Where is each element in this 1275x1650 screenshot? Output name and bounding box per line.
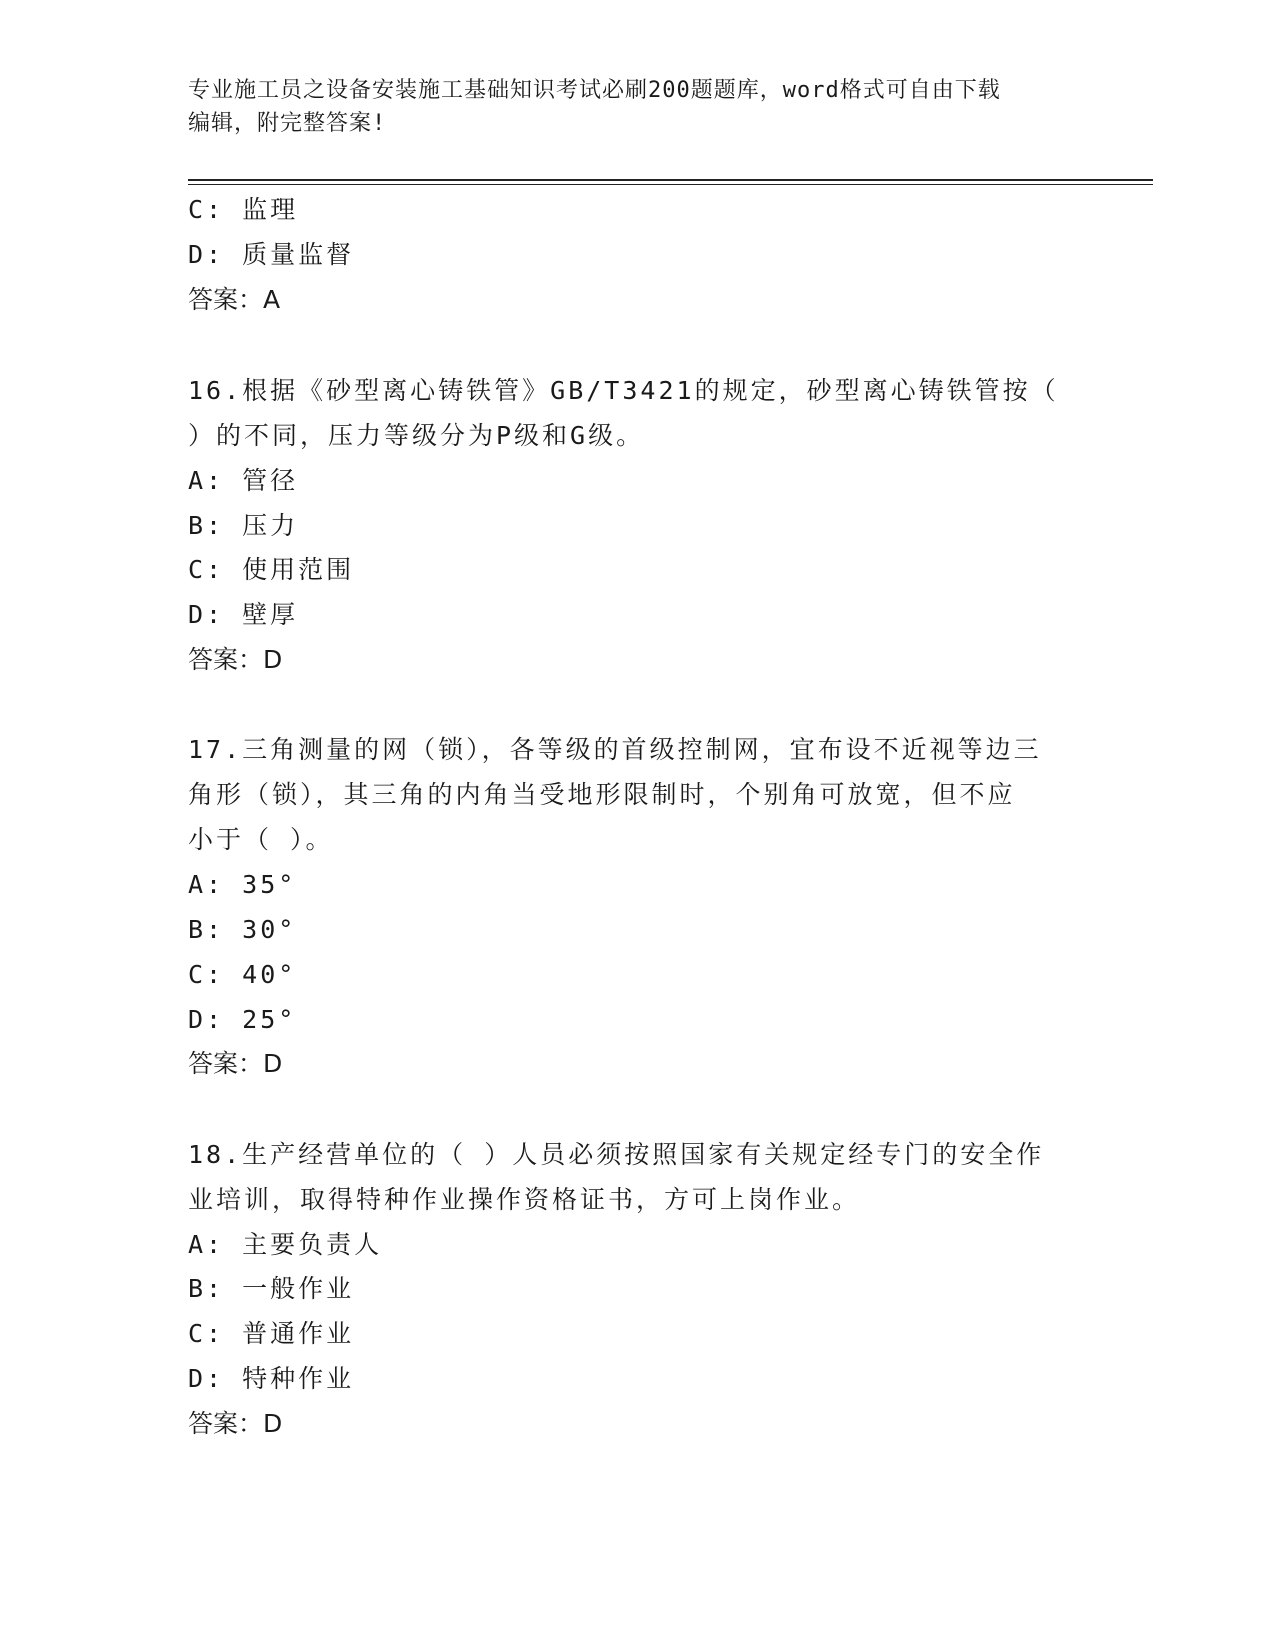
q18-option-a: A: 主要负责人 [188, 1230, 383, 1259]
q17-option-d: D: 25° [188, 1005, 297, 1034]
q18-option-d: D: 特种作业 [188, 1364, 355, 1393]
q17-option-c: C: 40° [188, 960, 297, 989]
q16-option-d: D: 壁厚 [188, 600, 299, 629]
q17-answer: 答案：D [188, 1049, 283, 1078]
header-rule-thick [188, 179, 1153, 181]
q18-stem-line-1: 18.生产经营单位的（ ）人员必须按照国家有关规定经专门的安全作 [188, 1140, 1045, 1169]
q16-answer: 答案：D [188, 645, 283, 674]
prev-option-c: C: 监理 [188, 195, 299, 224]
header-line-1: 专业施工员之设备安装施工基础知识考试必刷200题题库，word格式可自由下载 [188, 78, 1001, 103]
q17-stem-line-1: 17.三角测量的网（锁），各等级的首级控制网，宜布设不近视等边三 [188, 735, 1042, 764]
document-header [188, 74, 1088, 140]
q18-option-b: B: 一般作业 [188, 1274, 355, 1303]
q18-stem-line-2: 业培训，取得特种作业操作资格证书，方可上岗作业。 [188, 1185, 861, 1214]
q16-option-c: C: 使用范围 [188, 555, 355, 584]
q18-answer: 答案：D [188, 1409, 283, 1438]
q16-stem-line-2: ）的不同，压力等级分为P级和G级。 [188, 421, 645, 450]
q17-stem-line-2: 角形（锁），其三角的内角当受地形限制时，个别角可放宽，但不应 [188, 780, 1016, 809]
header-rule-thin [188, 184, 1153, 185]
q16-stem-line-1: 16.根据《砂型离心铸铁管》GB/T3421的规定，砂型离心铸铁管按（ [188, 376, 1059, 405]
q17-stem-line-3: 小于（ ）。 [188, 825, 334, 854]
prev-answer: 答案：A [188, 285, 281, 314]
q16-option-b: B: 压力 [188, 511, 299, 540]
q17-option-a: A: 35° [188, 870, 297, 899]
q18-option-c: C: 普通作业 [188, 1319, 355, 1348]
q17-option-b: B: 30° [188, 915, 297, 944]
q16-option-a: A: 管径 [188, 466, 299, 495]
prev-option-d: D: 质量监督 [188, 240, 355, 269]
header-line-2: 编辑，附完整答案! [188, 111, 387, 136]
